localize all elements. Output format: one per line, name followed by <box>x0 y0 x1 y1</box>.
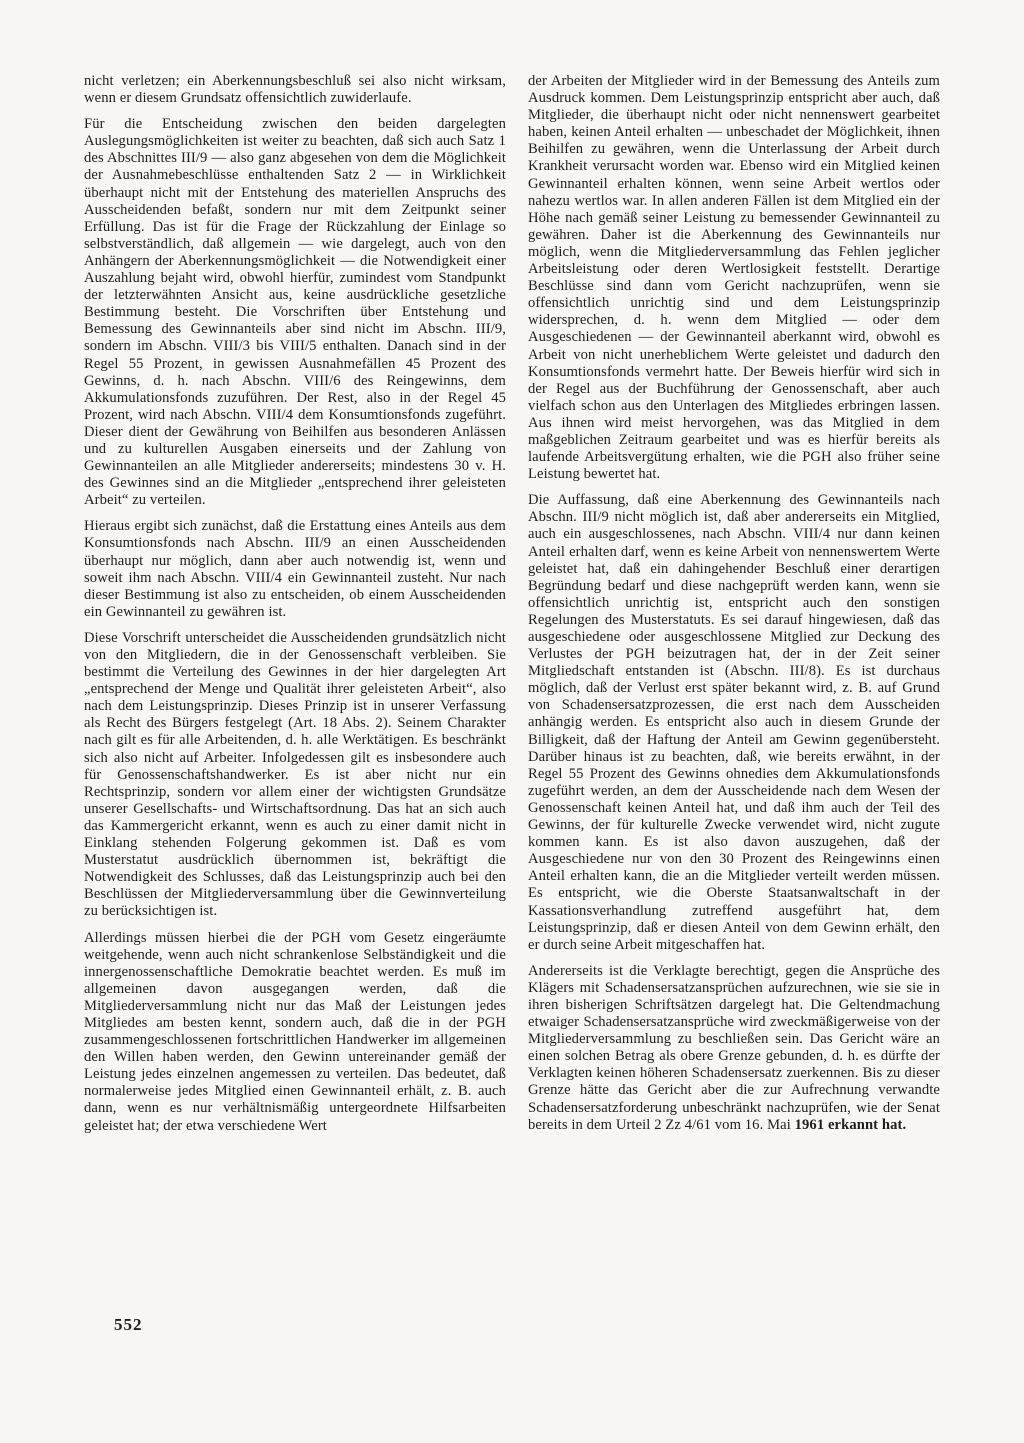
paragraph: nicht verletzen; ein Aberkennungsbeschluß sei also nicht wirksam, wenn er diesem Grundsatz offensichtlich zuwiderlaufe. <box>84 73 506 107</box>
paragraph: der Arbeiten der Mitglieder wird in der Bemessung des Anteils zum Ausdruck kommen. Dem Leistungsprinzip entspricht aber auch, daß Mitglieder, die überhaupt nicht oder nicht nennenswert gearbeitet haben, keinen Anteil erhalten — unbeschadet der Möglichkeit, ihnen Beihilfen zu gewähren, wenn die Unterlassung der Arbeit durch Krankheit verursacht worden war. Ebenso wird ein Mitglied keinen Gewinnanteil erhalten können, wenn seine Arbeit wertlos oder nahezu wertlos war. In allen anderen Fällen ist dem Mitglied ein der Höhe nach gemäß seiner Leistung zu bemessender Gewinnanteil zu gewähren. Daher ist die Aberkennung des Gewinnanteils nur möglich, wenn die Mitgliederversammlung das Fehlen jeglicher Arbeitsleistung oder deren Wertlosigkeit feststellt. Derartige Beschlüsse sind dann vom Gericht nachzuprüfen, wenn sie offensichtlich unrichtig sind und dem Leistungsprinzip widersprechen, d. h. wenn dem Mitglied — oder dem Ausgeschiedenen — der Gewinnanteil aberkannt wird, obwohl es Arbeit von nicht unerheblichem Werte geleistet und dadurch den Konsumtionsfonds vermehrt hatte. Der Beweis hierfür wird sich in der Regel aus der Buchführung der Genossenschaft, aber auch vielfach schon aus den Unterlagen des Mitgliedes erbringen lassen. Aus ihnen wird meist hervorgehen, was das Mitglied in dem maßgeblichen Zeitraum gearbeitet und was es hierfür bereits als laufende Arbeitsvergütung erhalten, wie die PGH also früher seine Leistung bewertet hat. <box>528 73 940 483</box>
right-text-column <box>528 73 940 1143</box>
page-number: 552 <box>114 1315 143 1334</box>
left-text-column <box>84 73 506 1144</box>
paragraph: Diese Vorschrift unterscheidet die Ausscheidenden grundsätzlich nicht von den Mitgliedern, die in der Genossenschaft verbleiben. Sie bestimmt die Verteilung des Gewinnes in der hier dargelegten Art „entsprechend der Menge und Qualität ihrer geleisteten Arbeit“, also nach dem Leistungsprinzip. Dieses Prinzip ist in unserer Verfassung als Recht des Bürgers festgelegt (Art. 18 Abs. 2). Seinem Charakter nach gilt es für alle Arbeitenden, d. h. alle Werktätigen. Es beschränkt sich also nicht auf Arbeiter. Infolgedessen gilt es insbesondere auch für Genossenschaftshandwerker. Es ist aber nicht nur ein Rechtsprinzip, sondern vor allem einer der wichtigsten Grundsätze unserer Gesellschafts- und Wirtschaftsordnung. Das hat an sich auch das Kammergericht erkannt, wenn es auch zu einer damit nicht in Einklang stehenden Folgerung gekommen ist. Daß es vom Musterstatut ausdrücklich übernommen ist, bekräftigt die Notwendigkeit des Schlusses, daß das Leistungsprinzip auch bei den Beschlüssen der Mitgliederversammlung über die Gewinnverteilung zu berücksichtigen ist. <box>84 629 506 920</box>
paragraph: Die Auffassung, daß eine Aberkennung des Gewinnanteils nach Abschn. III/9 nicht möglich ist, daß aber andererseits ein Mitglied, auch ein ausgeschlossenes, nach Abschn. VIII/4 nur dann keinen Anteil erhalten darf, wenn es keine Arbeit von nennenswertem Werte geleistet hat, daß ein dahingehender Beschluß einer derartigen Begründung bedarf und diese nachgeprüft werden kann, wenn sie offensichtlich unrichtig ist, entspricht auch den sonstigen Regelungen des Musterstatuts. Es sei darauf hingewiesen, daß das ausgeschiedene oder ausgeschlossene Mitglied zur Deckung des Verlustes der PGH beizutragen hat, der in der Zeit seiner Mitgliedschaft entstanden ist (Abschn. III/8). Es ist durchaus möglich, daß der Verlust erst später bekannt wird, z. B. auf Grund von Schadensersatzprozessen, die erst nach dem Ausscheiden anhängig werden. Es entspricht also auch in diesem Grunde der Billigkeit, daß der Haftung der Anteil am Gewinn gegenübersteht. Darüber hinaus ist zu beachten, daß, wie bereits erwähnt, in der Regel 55 Prozent des Gewinns ohnedies dem Akkumulationsfonds zugeführt werden, an dem der Ausscheidende nach dem Wesen der Genossenschaft keinen Anteil hat, und daß ihm auch der Teil des Gewinns, der für kulturelle Zwecke verwendet wird, nicht zugute kommen kann. Es ist also davon auszugehen, daß der Ausgeschiedene nur von den 30 Prozent des Reingewinns einen Anteil erhalten kann, die an die Mitglieder verteilt werden müssen. Es entspricht, wie die Oberste Staatsanwaltschaft in der Kassationsverhandlung zutreffend ausgeführt hat, dem Leistungsprinzip, daß er diesen Anteil von dem Gewinn erhält, den er durch seine Arbeit mitgeschaffen hat. <box>528 492 940 953</box>
paragraph: Für die Entscheidung zwischen den beiden dargelegten Auslegungsmöglichkeiten ist weiter zu beachten, daß sich auch Satz 1 des Abschnittes III/9 — also ganz abgesehen von dem die Möglichkeit der Ausnahmebeschlüsse enthaltenden Satz 2 — in Wirklichkeit überhaupt nicht mit der Entstehung des materiellen Anspruchs des Ausscheidenden befaßt, sondern nur mit dem Zeitpunkt seiner Erfüllung. Das ist für die Frage der Rückzahlung der Einlage so selbstverständlich, daß allgemein — wie dargelegt, auch von den Anhängern der Aberkennungsmöglichkeit — die Notwendigkeit einer Auszahlung bejaht wird, obwohl hierfür, zumindest vom Standpunkt der letzterwähnten Ansicht aus, keine ausdrückliche gesetzliche Bestimmung besteht. Die Vorschriften über Entstehung und Bemessung des Gewinnanteils aber sind nicht im Abschn. III/9, sondern im Abschn. VIII/3 bis VIII/5 enthalten. Danach sind in der Regel 55 Prozent, in gewissen Ausnahmefällen 45 Prozent des Gewinns, d. h. nach Abschn. VIII/6 des Reingewinns, dem Akkumulationsfonds zuzuführen. Der Rest, also in der Regel 45 Prozent, wird nach Abschn. VIII/4 dem Konsumtionsfonds zugeführt. Dieser dient der Gewährung von Beihilfen aus besonderen Anlässen und zu kulturellen Ausgaben einerseits und der Zahlung von Gewinnanteilen an alle Mitglieder andererseits; mindestens 30 v. H. des Gewinnes sind an die Mitglieder „entsprechend ihrer geleisteten Arbeit“ zu verteilen. <box>84 116 506 509</box>
paragraph <box>528 963 940 1134</box>
paragraph-text: Andererseits ist die Verklagte berechtigt, gegen die Ansprüche des Klägers mit Schadensersatzansprüchen aufzurechnen, wie sie sie in ihren bisherigen Schriftsätzen dargelegt hat. Die Geltendmachung etwaiger Schadensersatzansprüche wird zweckmäßigerweise von der Mitgliederversammlung zu beschließen sein. Das Gericht wäre an einen solchen Betrag als obere Grenze gebunden, d. h. es dürfte der Verklagten keinen höheren Schadensersatz zuerkennen. Bis zu dieser Grenze hätte das Gericht aber die zur Aufrechnung verwandte Schadensersatzforderung unbeschränkt nachzuprüfen, wie der Senat bereits in dem Urteil 2 Zz 4/61 vom 16. Mai <box>528 962 940 1133</box>
paragraph: Hieraus ergibt sich zunächst, daß die Erstattung eines Anteils aus dem Konsumtionsfonds nach Abschn. III/9 an einen Ausscheidenden überhaupt nur möglich, dann aber auch notwendig ist, wenn und soweit ihm nach Abschn. VIII/4 ein Gewinnanteil zusteht. Nur nach dieser Bestimmung ist also zu entscheiden, ob einem Ausscheidenden ein Gewinnanteil zu gewähren ist. <box>84 518 506 620</box>
paragraph-end-bold: 1961 erkannt hat. <box>794 1116 907 1133</box>
paragraph: Allerdings müssen hierbei die der PGH vom Gesetz eingeräumte weitgehende, wenn auch nicht schrankenlose Selbständigkeit und die innergenossenschaftliche Demokratie beachtet werden. Es muß im allgemeinen davon ausgegangen werden, daß die Mitgliederversammlung nicht nur das Maß der Leistungen jedes Mitgliedes am besten kennt, sondern auch, daß die in der PGH zusammengeschlossenen fortschrittlichen Handwerker im allgemeinen den Willen haben werden, den Gewinn untereinander gemäß der Leistung jedes einzelnen angemessen zu verteilen. Das bedeutet, daß normalerweise jedes Mitglied einen Gewinnanteil erhält, z. B. auch dann, wenn es nur verhältnismäßig untergeordnete Hilfsarbeiten geleistet hat; der etwa verschiedene Wert <box>84 929 506 1134</box>
